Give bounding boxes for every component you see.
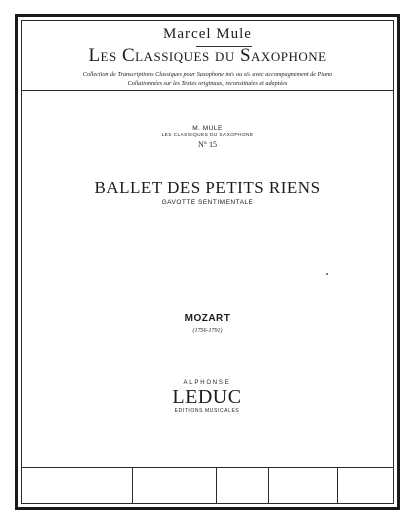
edition-number: N° 15 [198,140,217,149]
logo-name: LEDUC [172,386,242,408]
footer-cell [133,468,217,504]
composer-name: MOZART [184,313,231,324]
logo-top-text: ALPHONSE [183,380,231,386]
work-title: BALLET DES PETITS RIENS [94,178,321,197]
collection-description: Collection de Transcriptions Classiques pour Saxophone mi♭ ou si♭ avec accompagnement de Piano [82,71,333,78]
composer-dates: (1756-1791) [192,328,223,334]
editor-name: M. MULE [192,125,223,132]
work-subtitle: GAVOTTE SENTIMENTALE [161,199,254,206]
publisher-logo [165,380,249,420]
logo-bottom-text: EDITIONS MUSICALES [174,408,240,414]
footer-row [21,467,394,504]
author-name: Marcel Mule [163,26,252,42]
inner-border [21,20,394,504]
edition-series: LES CLASSIQUES DU SAXOPHONE [161,133,254,138]
footer-cell [21,468,133,504]
footer-cell [217,468,269,504]
ink-speck [326,273,328,275]
collection-note: Collationnées sur les Textes originaux, reconstituées et adaptées [127,80,288,87]
footer-cell [269,468,338,504]
header-box [21,20,394,91]
series-title: Les Classiques du Saxophone [88,45,327,66]
